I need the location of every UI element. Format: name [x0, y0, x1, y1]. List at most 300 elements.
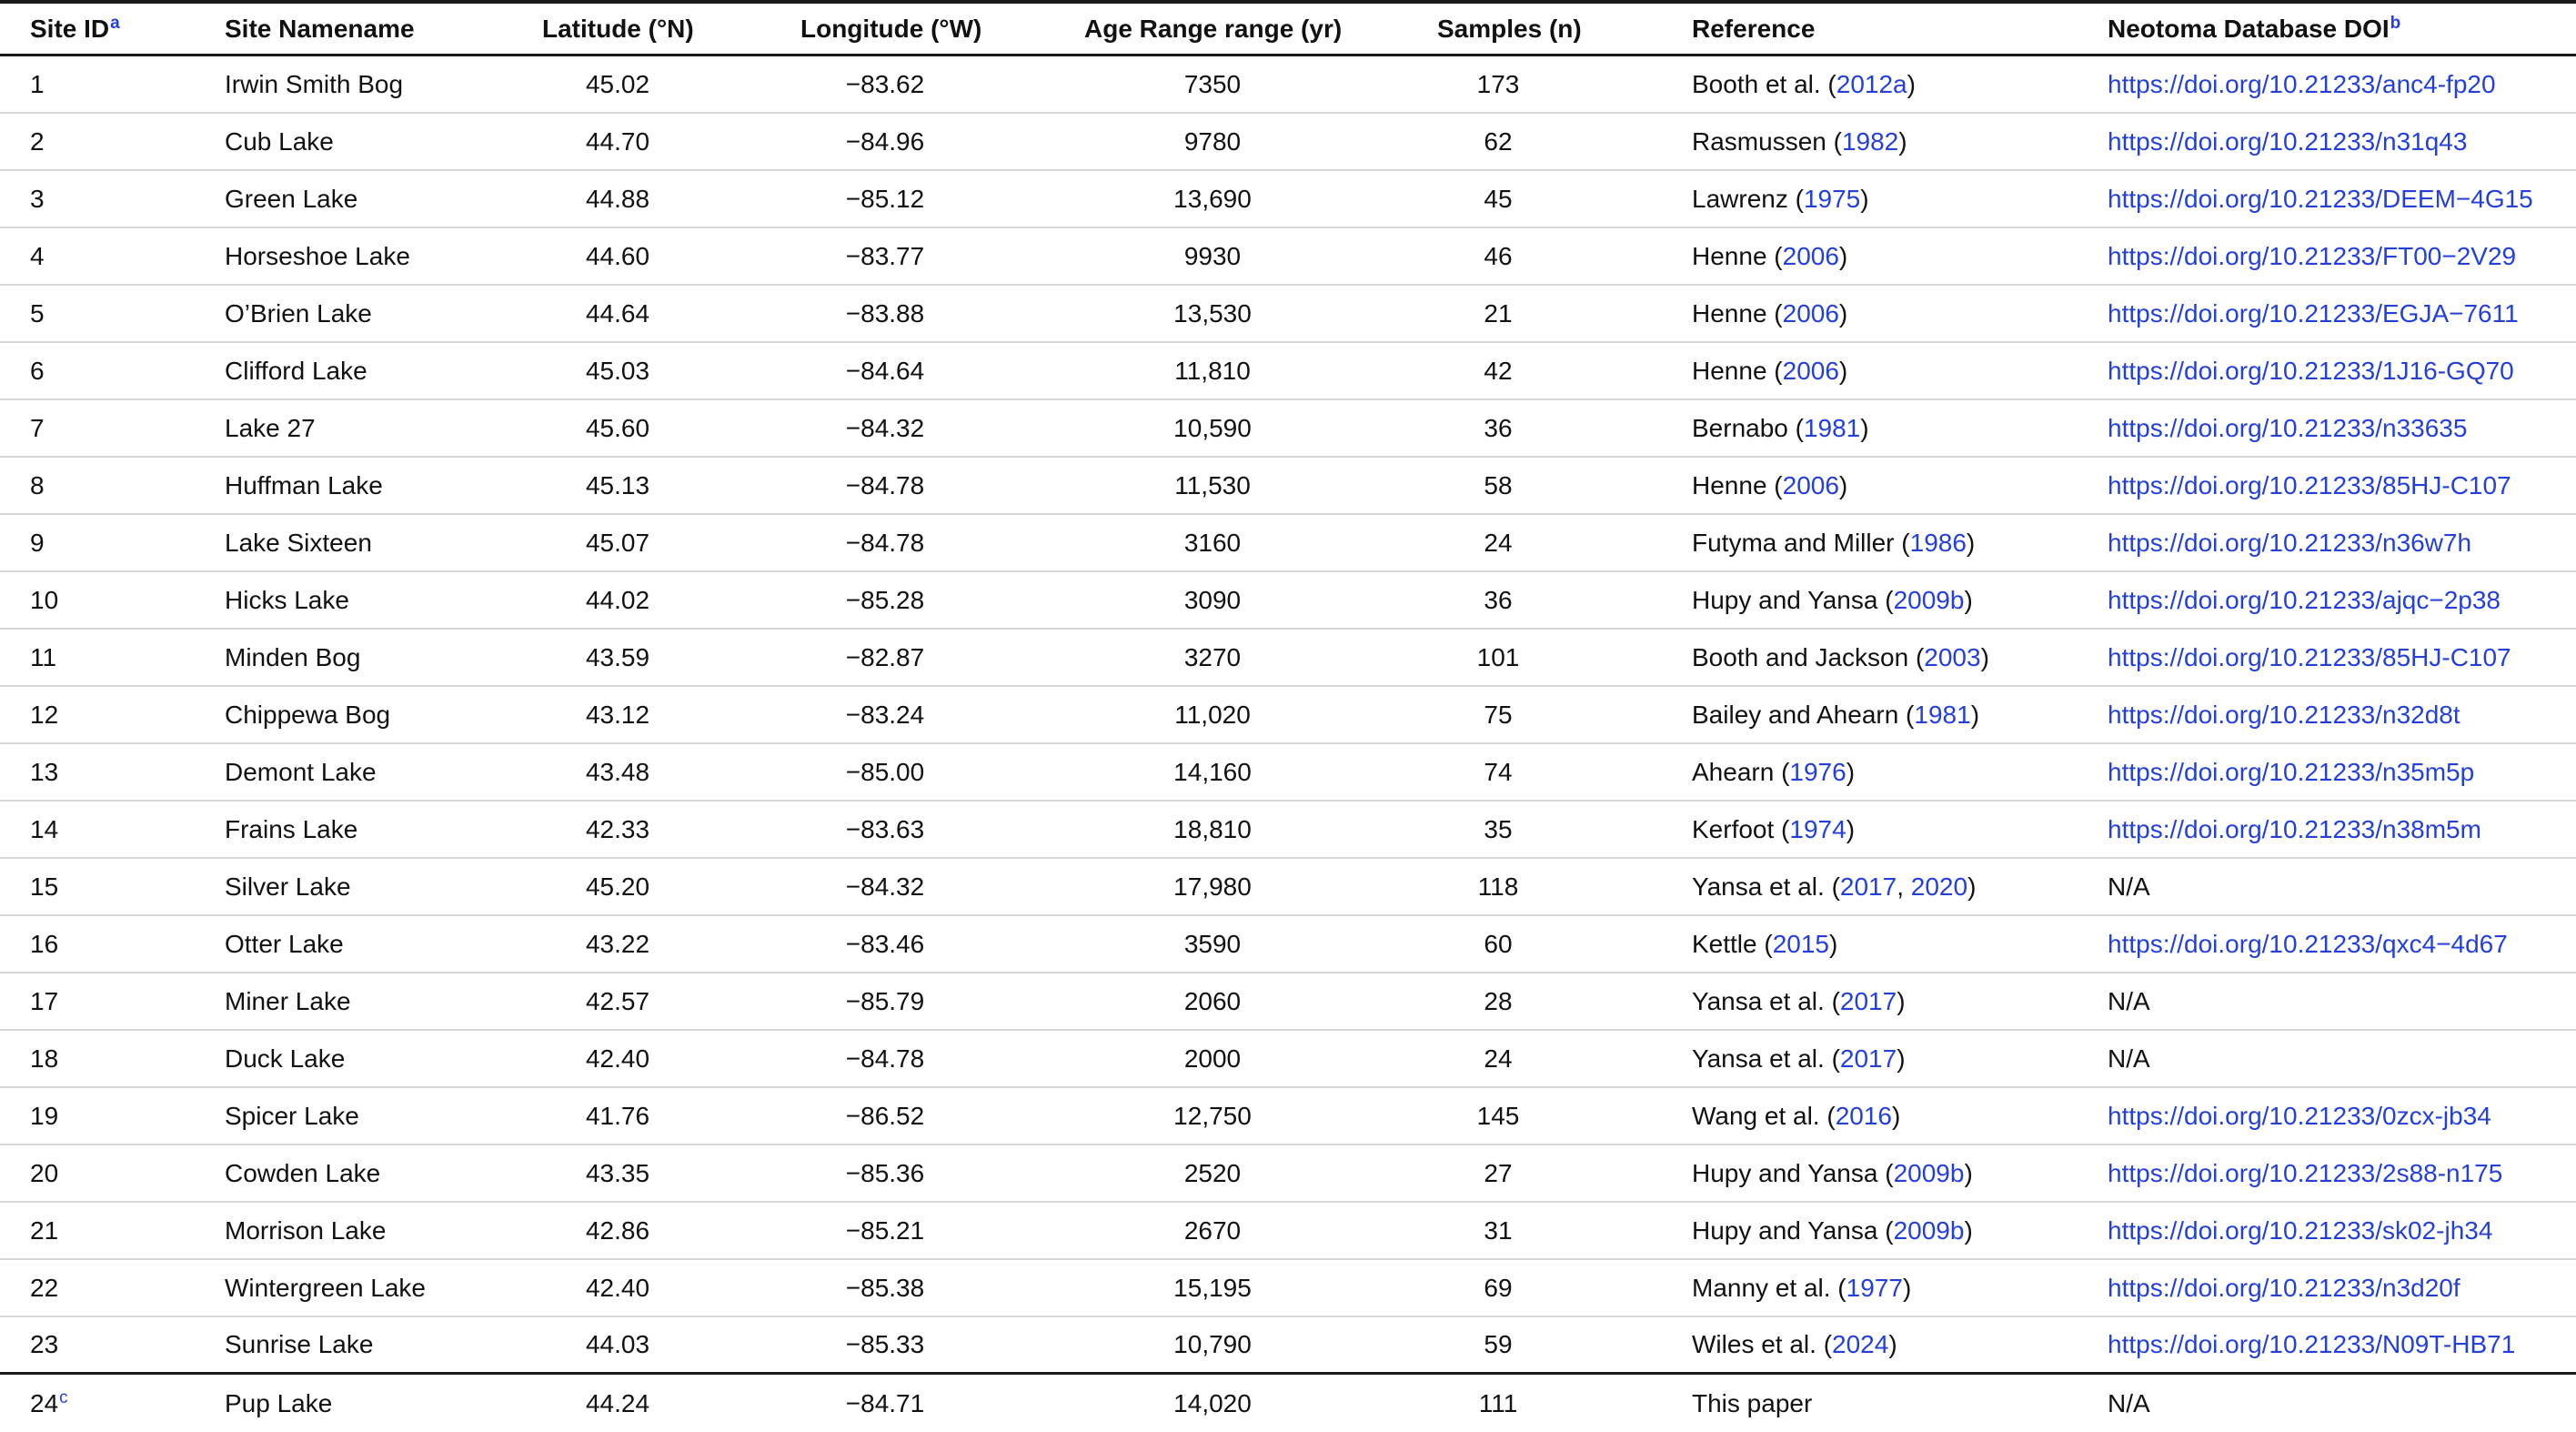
- reference-close-paren: ): [1838, 241, 1848, 270]
- doi-link[interactable]: https://doi.org/10.21233/DEEM−4G15: [2108, 184, 2533, 213]
- latitude-value: 44.64: [585, 298, 650, 328]
- reference-authors: Hupy and Yansa (: [1692, 1158, 1894, 1187]
- samples-cell: [1437, 701, 1692, 730]
- citation-year-link[interactable]: 2003: [1924, 642, 1981, 671]
- site-name-value: Silver Lake: [225, 872, 351, 901]
- site-id-cell: [30, 529, 225, 558]
- longitude-cell: [800, 872, 1084, 902]
- age-range-cell: [1084, 1216, 1437, 1245]
- age-range-value: 11,020: [1174, 700, 1251, 729]
- age-range-value: 14,160: [1173, 757, 1252, 786]
- samples-value: 111: [1478, 1388, 1518, 1417]
- citation-year-link[interactable]: 1976: [1789, 757, 1846, 786]
- samples-value: 59: [1484, 1330, 1513, 1358]
- doi-cell: [2108, 758, 2576, 787]
- col-header-samples: [1437, 15, 1692, 44]
- doi-cell: [2108, 987, 2576, 1016]
- longitude-cell: [800, 529, 1084, 558]
- doi-na-text: N/A: [2108, 986, 2150, 1015]
- doi-cell: [2108, 414, 2576, 443]
- reference-cell: [1692, 1102, 2108, 1131]
- reference-authors: Hupy and Yansa (: [1692, 1215, 1894, 1245]
- site-name-cell: [225, 586, 542, 615]
- doi-na-text: N/A: [2108, 1044, 2150, 1073]
- latitude-cell: [542, 987, 800, 1016]
- age-range-cell: [1084, 471, 1437, 500]
- site-id-cell: [30, 987, 225, 1016]
- reference-authors: Wiles et al. (: [1692, 1330, 1833, 1358]
- site-id-value: 24: [30, 1388, 59, 1417]
- age-range-cell: [1084, 930, 1437, 959]
- reference-cell: [1692, 127, 2108, 156]
- reference-close-paren: ): [1838, 298, 1848, 328]
- reference-close-paren: ): [1846, 814, 1856, 843]
- table-row: [0, 630, 2576, 687]
- site-id-cell: [30, 872, 225, 902]
- citation-year-link[interactable]: 2009b: [1893, 1158, 1965, 1187]
- site-name-cell: [225, 987, 542, 1016]
- samples-value: 69: [1484, 1273, 1513, 1302]
- doi-link[interactable]: https://doi.org/10.21233/2s88-n175: [2108, 1158, 2503, 1187]
- longitude-value: −83.88: [845, 298, 925, 328]
- longitude-value: −85.36: [845, 1158, 925, 1187]
- longitude-cell: [800, 299, 1084, 328]
- age-range-value: 3160: [1183, 528, 1242, 557]
- doi-link[interactable]: https://doi.org/10.21233/n35m5p: [2108, 757, 2475, 786]
- latitude-cell: [542, 930, 800, 959]
- citation-year-link[interactable]: 1977: [1846, 1273, 1903, 1302]
- site-id-cell: [30, 1216, 225, 1245]
- age-range-value: 10,590: [1173, 413, 1252, 442]
- latitude-value: 44.70: [585, 126, 650, 156]
- doi-link[interactable]: https://doi.org/10.21233/EGJA−7611: [2108, 298, 2519, 328]
- table-row: [0, 1088, 2576, 1145]
- table-row: [0, 859, 2576, 916]
- samples-cell: [1437, 987, 1692, 1016]
- reference-close-paren: ): [1966, 528, 1976, 557]
- samples-value: 145: [1476, 1101, 1520, 1130]
- citation-year-link[interactable]: 2006: [1782, 298, 1839, 328]
- site-id-value: 10: [30, 585, 59, 614]
- reference-authors: Kettle (: [1692, 929, 1773, 958]
- site-name-value: Wintergreen Lake: [225, 1273, 427, 1302]
- table-header-row: [0, 4, 2576, 56]
- age-range-value: 12,750: [1173, 1101, 1252, 1130]
- citation-year-link[interactable]: 2017: [1839, 872, 1897, 901]
- reference-authors: Bernabo (: [1692, 413, 1804, 442]
- citation-year-link[interactable]: 2024: [1832, 1330, 1889, 1358]
- site-name-cell: [225, 1274, 542, 1303]
- longitude-value: −85.12: [845, 184, 925, 213]
- reference-cell: [1692, 701, 2108, 730]
- longitude-cell: [800, 1216, 1084, 1245]
- reference-authors: Ahearn (: [1692, 757, 1790, 786]
- doi-link[interactable]: https://doi.org/10.21233/85HJ-C107: [2108, 642, 2511, 671]
- samples-cell: [1437, 872, 1692, 902]
- age-range-cell: [1084, 70, 1437, 99]
- longitude-value: −83.46: [845, 929, 925, 958]
- samples-cell: [1437, 529, 1692, 558]
- citation-year-link[interactable]: 2016: [1835, 1101, 1892, 1130]
- col-header-label-reference: Reference: [1692, 14, 1816, 43]
- citation-year-link[interactable]: 1986: [1909, 528, 1967, 557]
- col-header-label-latitude: Latitude (°N): [542, 14, 694, 43]
- doi-na-text: N/A: [2108, 872, 2150, 901]
- age-range-value: 3270: [1183, 642, 1242, 671]
- latitude-cell: [542, 529, 800, 558]
- table-row: [0, 458, 2576, 515]
- samples-cell: [1437, 299, 1692, 328]
- site-name-value: O’Brien Lake: [225, 298, 372, 328]
- age-range-value: 11,530: [1174, 470, 1251, 499]
- site-name-cell: [225, 758, 542, 787]
- col-header-site-id: [30, 15, 225, 44]
- longitude-cell: [800, 1274, 1084, 1303]
- citation-year-link[interactable]: 2006: [1782, 470, 1839, 499]
- samples-cell: [1437, 70, 1692, 99]
- samples-cell: [1437, 1102, 1692, 1131]
- site-id-value: 7: [30, 413, 45, 442]
- footnote-marker-a: a: [110, 14, 120, 33]
- citation-year-link[interactable]: 1975: [1803, 184, 1861, 213]
- reference-close-paren: ): [1964, 1215, 1973, 1245]
- doi-cell: [2108, 127, 2576, 156]
- reference-cell: [1692, 1389, 2108, 1418]
- reference-authors: Hupy and Yansa (: [1692, 585, 1894, 614]
- site-name-value: Morrison Lake: [225, 1215, 387, 1245]
- longitude-value: −83.63: [845, 814, 925, 843]
- site-id-value: 21: [30, 1215, 59, 1245]
- doi-link[interactable]: https://doi.org/10.21233/N09T-HB71: [2108, 1330, 2516, 1358]
- site-name-value: Cowden Lake: [225, 1158, 381, 1187]
- age-range-cell: [1084, 872, 1437, 902]
- citation-year-link[interactable]: 1982: [1841, 126, 1899, 156]
- site-name-value: Cub Lake: [225, 126, 334, 156]
- doi-cell: [2108, 357, 2576, 386]
- samples-value: 46: [1484, 241, 1513, 270]
- site-id-cell: [30, 1159, 225, 1188]
- table-row: [0, 56, 2576, 114]
- citation-year-link[interactable]: 2015: [1772, 929, 1829, 958]
- latitude-value: 42.40: [585, 1044, 650, 1073]
- samples-value: 173: [1476, 69, 1520, 98]
- table-row: [0, 343, 2576, 400]
- col-header-doi: [2108, 15, 2576, 44]
- reference-authors: Bailey and Ahearn (: [1692, 700, 1915, 729]
- latitude-value: 41.76: [585, 1101, 650, 1130]
- age-range-cell: [1084, 414, 1437, 443]
- samples-value: 36: [1484, 585, 1513, 614]
- doi-cell: [2108, 1102, 2576, 1131]
- table-row: [0, 171, 2576, 228]
- site-id-value: 2: [30, 126, 45, 156]
- site-name-value: Irwin Smith Bog: [225, 69, 404, 98]
- latitude-value: 45.13: [585, 470, 650, 499]
- site-name-value: Minden Bog: [225, 642, 361, 671]
- latitude-value: 45.60: [585, 413, 650, 442]
- table-row: [0, 1260, 2576, 1317]
- site-id-cell: [30, 643, 225, 672]
- doi-cell: [2108, 586, 2576, 615]
- citation-year-link[interactable]: 1981: [1914, 700, 1971, 729]
- doi-na-text: N/A: [2108, 1388, 2150, 1417]
- citation-year-link[interactable]: 2012a: [1836, 69, 1907, 98]
- age-range-value: 2670: [1183, 1215, 1242, 1245]
- citation-year-link[interactable]: 2006: [1782, 356, 1839, 385]
- longitude-value: −84.32: [845, 872, 925, 901]
- samples-cell: [1437, 242, 1692, 271]
- latitude-cell: [542, 643, 800, 672]
- site-id-cell: [30, 586, 225, 615]
- site-id-cell: [30, 299, 225, 328]
- age-range-value: 17,980: [1173, 872, 1252, 901]
- age-range-cell: [1084, 643, 1437, 672]
- samples-cell: [1437, 185, 1692, 214]
- reference-authors: Henne (: [1692, 356, 1783, 385]
- table-row: [0, 228, 2576, 286]
- age-range-cell: [1084, 127, 1437, 156]
- samples-value: 45: [1484, 184, 1513, 213]
- reference-close-paren: ): [1964, 585, 1973, 614]
- age-range-cell: [1084, 1102, 1437, 1131]
- doi-cell: [2108, 529, 2576, 558]
- reference-cell: [1692, 758, 2108, 787]
- col-header-label-site-name: Site Namename: [225, 14, 415, 43]
- site-name-cell: [225, 815, 542, 844]
- table-row: [0, 1375, 2576, 1432]
- reference-authors: Booth et al. (: [1692, 69, 1836, 98]
- doi-link[interactable]: https://doi.org/10.21233/n38m5m: [2108, 814, 2481, 843]
- reference-cell: [1692, 643, 2108, 672]
- doi-link[interactable]: https://doi.org/10.21233/FT00−2V29: [2108, 241, 2517, 270]
- latitude-cell: [542, 1389, 800, 1418]
- longitude-cell: [800, 586, 1084, 615]
- table-row: [0, 114, 2576, 171]
- longitude-value: −85.38: [845, 1273, 925, 1302]
- reference-close-paren: ): [1892, 1101, 1901, 1130]
- latitude-cell: [542, 414, 800, 443]
- site-id-cell: [30, 127, 225, 156]
- doi-cell: [2108, 1159, 2576, 1188]
- table-row: [0, 515, 2576, 572]
- samples-value: 75: [1484, 700, 1513, 729]
- reference-authors: Manny et al. (: [1692, 1273, 1846, 1302]
- reference-cell: [1692, 299, 2108, 328]
- footnote-marker-c: c: [59, 1388, 68, 1407]
- doi-cell: [2108, 242, 2576, 271]
- reference-close-paren: ): [1829, 929, 1838, 958]
- samples-value: 101: [1476, 642, 1520, 671]
- doi-link[interactable]: https://doi.org/10.21233/n32d8t: [2108, 700, 2460, 729]
- samples-cell: [1437, 1330, 1692, 1359]
- reference-cell: [1692, 471, 2108, 500]
- longitude-cell: [800, 1330, 1084, 1359]
- longitude-value: −85.79: [845, 986, 925, 1015]
- reference-authors: Henne (: [1692, 470, 1783, 499]
- reference-authors: Henne (: [1692, 241, 1783, 270]
- site-id-cell: [30, 930, 225, 959]
- site-id-value: 3: [30, 184, 45, 213]
- site-id-cell: [30, 414, 225, 443]
- longitude-value: −83.62: [845, 69, 925, 98]
- site-name-value: Sunrise Lake: [225, 1330, 374, 1358]
- reference-cell: [1692, 185, 2108, 214]
- longitude-value: −84.78: [845, 1044, 925, 1073]
- samples-value: 35: [1484, 814, 1513, 843]
- site-id-value: 18: [30, 1044, 59, 1073]
- age-range-value: 13,690: [1173, 184, 1252, 213]
- age-range-cell: [1084, 1044, 1437, 1074]
- age-range-cell: [1084, 815, 1437, 844]
- samples-value: 42: [1484, 356, 1513, 385]
- latitude-cell: [542, 185, 800, 214]
- col-header-site-name: [225, 15, 542, 44]
- site-name-cell: [225, 70, 542, 99]
- site-name-cell: [225, 414, 542, 443]
- doi-link[interactable]: https://doi.org/10.21233/n31q43: [2108, 126, 2468, 156]
- site-id-value: 6: [30, 356, 45, 385]
- site-id-value: 11: [30, 642, 57, 671]
- site-name-value: Chippewa Bog: [225, 700, 391, 729]
- site-name-value: Huffman Lake: [225, 470, 383, 499]
- site-name-value: Otter Lake: [225, 929, 344, 958]
- col-header-longitude: [800, 15, 1084, 44]
- age-range-value: 14,020: [1173, 1388, 1252, 1417]
- site-name-cell: [225, 299, 542, 328]
- site-id-value: 1: [30, 69, 45, 98]
- doi-link[interactable]: https://doi.org/10.21233/n3d20f: [2108, 1273, 2460, 1302]
- samples-cell: [1437, 357, 1692, 386]
- site-id-value: 19: [30, 1101, 59, 1130]
- footnote-marker-b: b: [2390, 14, 2401, 33]
- longitude-cell: [800, 930, 1084, 959]
- doi-link[interactable]: https://doi.org/10.21233/0zcx-jb34: [2108, 1101, 2491, 1130]
- doi-link[interactable]: https://doi.org/10.21233/n33635: [2108, 413, 2468, 442]
- citation-year-link[interactable]: 2009b: [1893, 585, 1965, 614]
- latitude-value: 43.12: [585, 700, 650, 729]
- latitude-cell: [542, 1159, 800, 1188]
- site-name-cell: [225, 127, 542, 156]
- samples-value: 58: [1484, 470, 1513, 499]
- longitude-cell: [800, 414, 1084, 443]
- latitude-value: 44.02: [585, 585, 650, 614]
- latitude-value: 45.07: [585, 528, 650, 557]
- site-name-cell: [225, 242, 542, 271]
- doi-link[interactable]: https://doi.org/10.21233/1J16-GQ70: [2108, 356, 2514, 385]
- citation-year-link[interactable]: 2006: [1782, 241, 1839, 270]
- reference-close-paren: ): [1897, 986, 1906, 1015]
- site-name-value: Green Lake: [225, 184, 358, 213]
- reference-cell: [1692, 1159, 2108, 1188]
- site-name-value: Lake 27: [225, 413, 316, 442]
- citation-year-link[interactable]: 2009b: [1893, 1215, 1965, 1245]
- site-id-value: 14: [30, 814, 59, 843]
- reference-close-paren: ): [1902, 1273, 1912, 1302]
- site-name-cell: [225, 185, 542, 214]
- doi-link[interactable]: https://doi.org/10.21233/ajqc−2p38: [2108, 585, 2501, 614]
- citation-year-separator: ,: [1897, 872, 1911, 901]
- samples-value: 21: [1484, 298, 1513, 328]
- site-name-value: Spicer Lake: [225, 1101, 359, 1130]
- age-range-value: 13,530: [1173, 298, 1252, 328]
- site-name-value: Clifford Lake: [225, 356, 367, 385]
- site-id-value: 5: [30, 298, 45, 328]
- site-name-cell: [225, 1159, 542, 1188]
- reference-close-paren: ): [1846, 757, 1856, 786]
- reference-authors: Yansa et al. (: [1692, 986, 1840, 1015]
- latitude-value: 43.59: [585, 642, 650, 671]
- doi-cell: [2108, 1330, 2576, 1359]
- samples-cell: [1437, 815, 1692, 844]
- reference-close-paren: ): [1967, 872, 1977, 901]
- doi-link[interactable]: https://doi.org/10.21233/85HJ-C107: [2108, 470, 2511, 499]
- reference-cell: [1692, 1044, 2108, 1074]
- latitude-value: 43.22: [585, 929, 650, 958]
- site-id-value: 17: [30, 986, 59, 1015]
- longitude-cell: [800, 987, 1084, 1016]
- citation-year-link[interactable]: 2017: [1839, 1044, 1897, 1073]
- doi-link[interactable]: https://doi.org/10.21233/qxc4−4d67: [2108, 929, 2508, 958]
- longitude-cell: [800, 1102, 1084, 1131]
- samples-value: 36: [1484, 413, 1513, 442]
- latitude-value: 45.03: [585, 356, 650, 385]
- doi-cell: [2108, 1216, 2576, 1245]
- reference-cell: [1692, 1216, 2108, 1245]
- site-id-cell: [30, 1389, 225, 1418]
- site-id-value: 13: [30, 757, 59, 786]
- reference-cell: [1692, 586, 2108, 615]
- reference-close-paren: ): [1980, 642, 1989, 671]
- latitude-value: 44.60: [585, 241, 650, 270]
- reference-cell: [1692, 815, 2108, 844]
- doi-link[interactable]: https://doi.org/10.21233/sk02-jh34: [2108, 1215, 2493, 1245]
- samples-value: 62: [1484, 126, 1513, 156]
- doi-link[interactable]: https://doi.org/10.21233/n36w7h: [2108, 528, 2472, 557]
- latitude-value: 45.20: [585, 872, 650, 901]
- reference-cell: [1692, 529, 2108, 558]
- site-name-cell: [225, 1044, 542, 1074]
- longitude-value: −85.21: [845, 1215, 925, 1245]
- latitude-cell: [542, 872, 800, 902]
- latitude-cell: [542, 471, 800, 500]
- table-row: [0, 802, 2576, 859]
- latitude-cell: [542, 70, 800, 99]
- citation-year-link[interactable]: 2017: [1839, 986, 1897, 1015]
- latitude-cell: [542, 1330, 800, 1359]
- longitude-value: −82.87: [845, 642, 925, 671]
- longitude-value: −84.78: [845, 528, 925, 557]
- reference-cell: [1692, 872, 2108, 902]
- longitude-value: −84.64: [845, 356, 925, 385]
- citation-year-link[interactable]: 1981: [1803, 413, 1861, 442]
- doi-cell: [2108, 815, 2576, 844]
- reference-authors: Rasmussen (: [1692, 126, 1842, 156]
- latitude-cell: [542, 701, 800, 730]
- reference-close-paren: ): [1898, 126, 1907, 156]
- reference-close-paren: ): [1838, 470, 1848, 499]
- site-name-cell: [225, 643, 542, 672]
- latitude-cell: [542, 299, 800, 328]
- citation-year-link[interactable]: 1974: [1789, 814, 1846, 843]
- doi-link[interactable]: https://doi.org/10.21233/anc4-fp20: [2108, 69, 2496, 98]
- table-row: [0, 286, 2576, 343]
- age-range-cell: [1084, 1159, 1437, 1188]
- site-name-value: Lake Sixteen: [225, 528, 372, 557]
- citation-year-link[interactable]: 2020: [1910, 872, 1968, 901]
- table-row: [0, 1145, 2576, 1203]
- samples-value: 28: [1484, 986, 1513, 1015]
- col-header-age-range: [1084, 15, 1437, 44]
